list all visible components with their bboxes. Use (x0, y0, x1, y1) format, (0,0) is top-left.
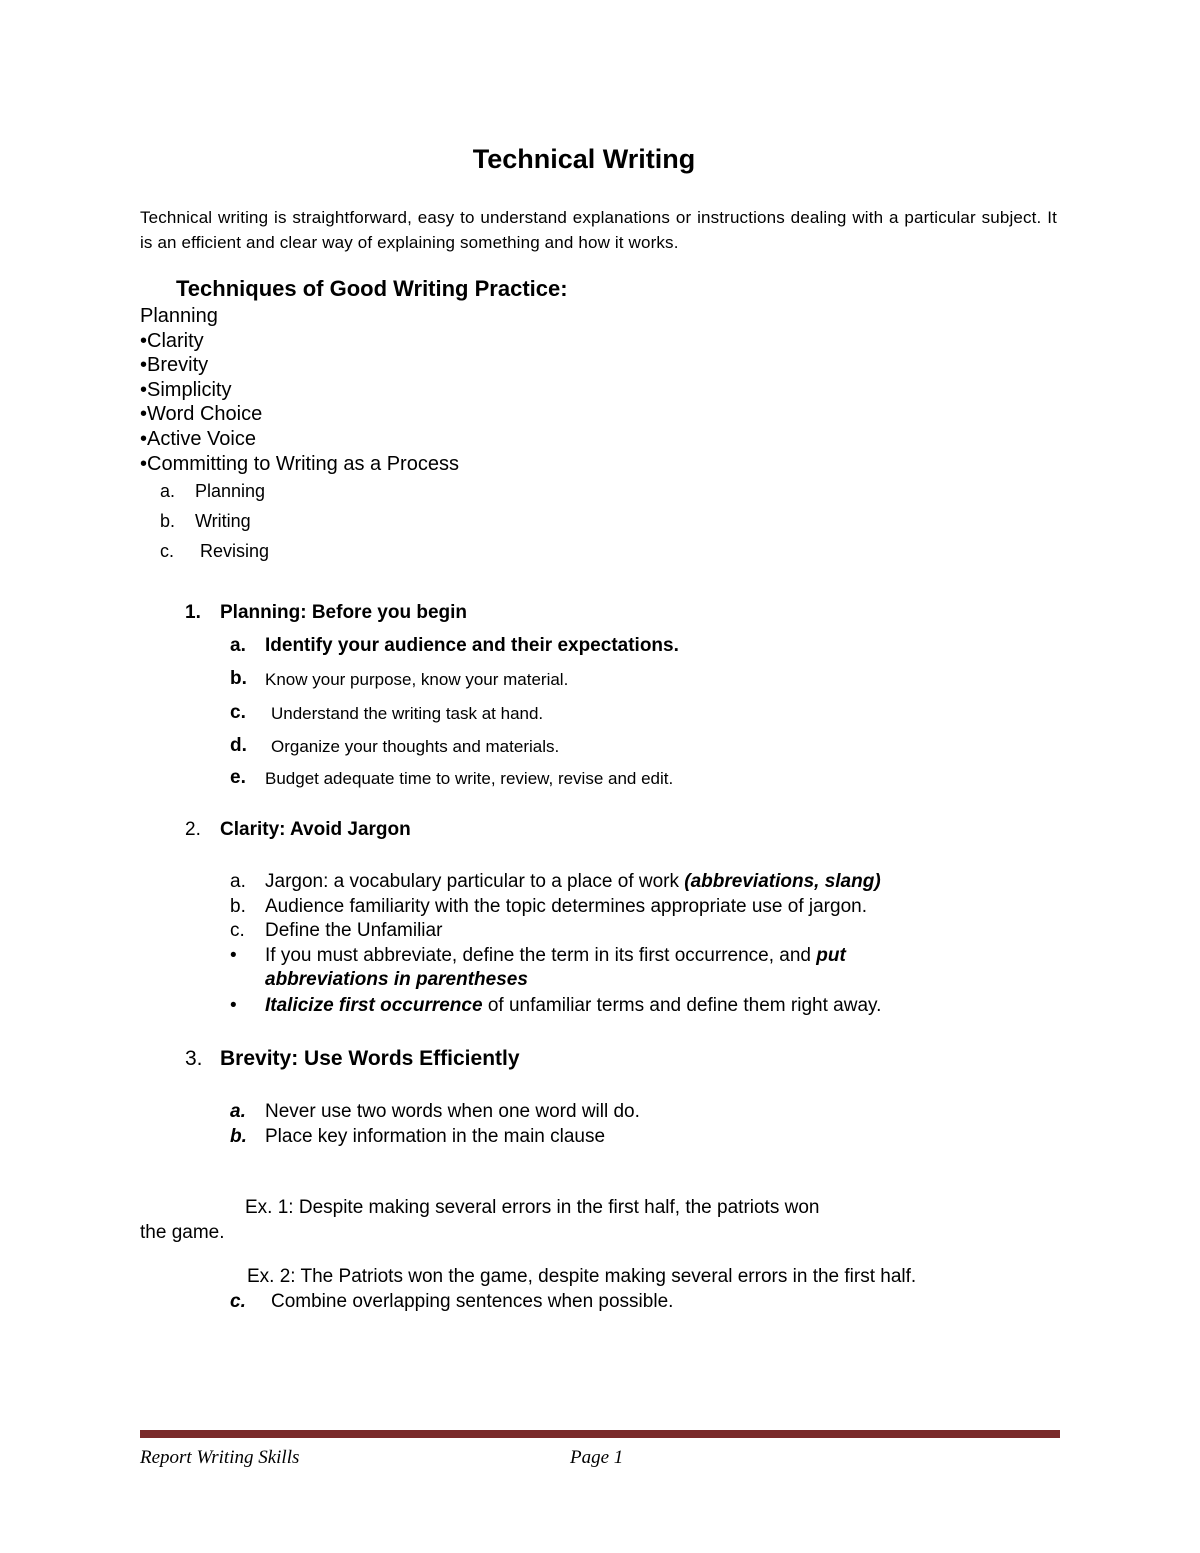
section2-marker: b. (230, 896, 246, 917)
example-1-line-1: Ex. 1: Despite making several errors in the first half, the patriots won (245, 1197, 820, 1218)
section3-heading: Brevity: Use Words Efficiently (220, 1047, 520, 1070)
section1-marker: a. (230, 635, 246, 656)
footer-title: Report Writing Skills (140, 1447, 300, 1468)
section1-item: Organize your thoughts and materials. (271, 737, 560, 756)
section2-item-emphasis: Italicize first occurrence (265, 995, 483, 1016)
section1-number: 1. (185, 602, 201, 623)
section2-item-text: Jargon: a vocabulary particular to a place of work (265, 871, 685, 892)
bullet-icon: • (230, 945, 237, 966)
example-2: Ex. 2: The Patriots won the game, despite making several errors in the first half. (247, 1266, 917, 1287)
section1-marker: d. (230, 735, 247, 756)
section3-item: Combine overlapping sentences when possible. (271, 1291, 674, 1312)
process-marker: b. (160, 511, 176, 531)
section2-item-emphasis: put (816, 945, 846, 966)
section1-item: Know your purpose, know your material. (265, 670, 569, 689)
document-title: Technical Writing (472, 144, 696, 174)
section2-marker: a. (230, 871, 246, 892)
process-marker: c. (160, 541, 175, 561)
section2-item (265, 945, 846, 967)
process-item: Writing (195, 511, 251, 531)
technique-bullet: •Word Choice (140, 403, 263, 425)
section3-item: Place key information in the main clause (265, 1126, 606, 1147)
process-item: Planning (195, 481, 266, 501)
example-1-line-2: the game. (140, 1222, 225, 1243)
section1-marker: b. (230, 668, 247, 689)
section3-item: Never use two words when one word will do. (265, 1101, 640, 1122)
techniques-first-item: Planning (140, 305, 218, 327)
section2-item: Audience familiarity with the topic determines appropriate use of jargon. (265, 896, 867, 917)
section2-item-text: If you must abbreviate, define the term in its first occurrence, and (265, 945, 817, 966)
techniques-heading: Techniques of Good Writing Practice: (176, 276, 568, 301)
section1-marker: c. (230, 702, 246, 723)
technique-bullet: •Active Voice (140, 428, 256, 450)
section2-item (265, 871, 881, 893)
section1-item: Budget adequate time to write, review, revise and edit. (265, 769, 674, 788)
section1-item: Identify your audience and their expectations. (265, 635, 679, 656)
section1-marker: e. (230, 767, 246, 788)
technique-bullet: •Simplicity (140, 379, 232, 401)
section2-item (265, 995, 881, 1017)
section2-heading: Clarity: Avoid Jargon (220, 819, 411, 840)
section2-item-emphasis: (abbreviations, slang) (684, 871, 881, 892)
section3-marker: b. (230, 1126, 247, 1147)
section2-item-emphasis: abbreviations in parentheses (265, 969, 528, 990)
section2-item: Define the Unfamiliar (265, 920, 443, 941)
bullet-icon: • (230, 995, 237, 1016)
process-item: Revising (200, 541, 270, 561)
technique-bullet: •Committing to Writing as a Process (140, 453, 459, 475)
section2-marker: c. (230, 920, 245, 941)
section1-heading: Planning: Before you begin (220, 602, 468, 623)
intro-paragraph: Technical writing is straightforward, easy to understand explanations or instructions dealing with a particular subject. It is an efficient and clear way of explaining something and how it works. (140, 208, 1057, 252)
section2-item-text: of unfamiliar terms and define them right away. (482, 995, 882, 1016)
section3-marker: a. (230, 1101, 246, 1122)
section2-number: 2. (185, 819, 201, 840)
footer-rule (140, 1430, 1060, 1438)
process-marker: a. (160, 481, 176, 501)
technique-bullet: •Clarity (140, 330, 204, 352)
section3-number: 3. (185, 1047, 203, 1070)
section3-marker: c. (230, 1291, 246, 1312)
page-number: Page 1 (570, 1447, 624, 1468)
section1-item: Understand the writing task at hand. (271, 704, 544, 723)
technique-bullet: •Brevity (140, 354, 209, 376)
